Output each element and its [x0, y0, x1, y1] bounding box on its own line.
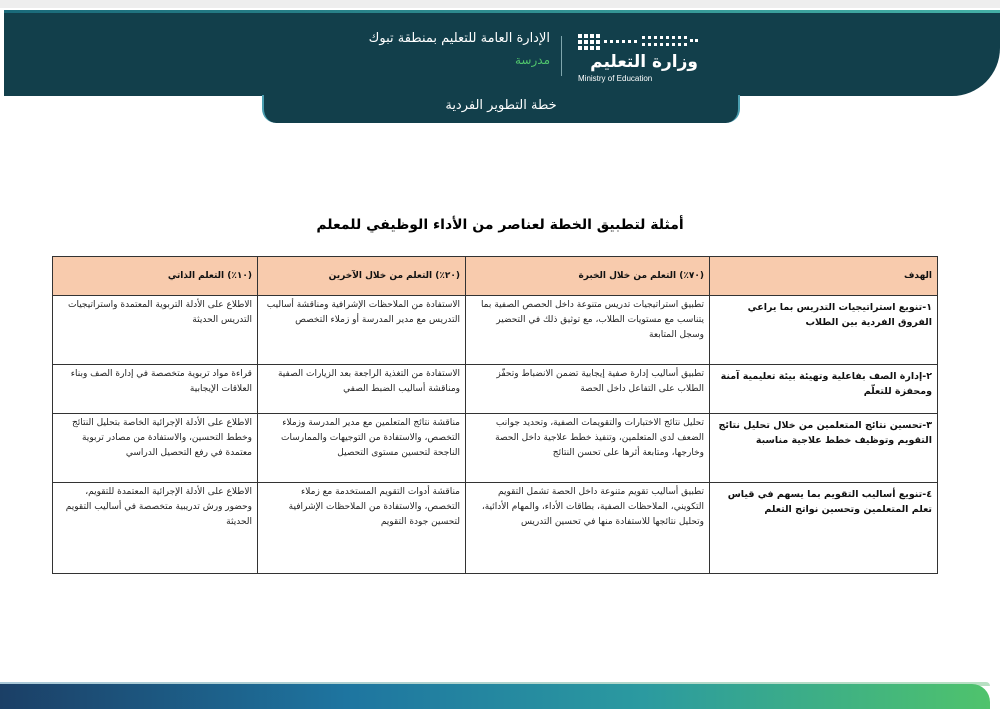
- others-cell: الاستفادة من التغذية الراجعة بعد الزيارات الصفية ومناقشة أساليب الضبط الصفي: [258, 365, 466, 414]
- goal-cell: ٤-تنويع أساليب التقويم بما يسهم في قياس تعلم المتعلمين وتحسين نواتج التعلم: [710, 483, 938, 574]
- plan-title-tab: [262, 95, 740, 123]
- experience-cell: تحليل نتائج الاختبارات والتقويمات الصفية، وتحديد جوانب الضعف لدى المتعلمين، وتنفيذ خطط علاجية داخل الحصة وخارجها، ومتابعة أثرها على تحسن النتائج: [466, 414, 710, 483]
- table-row: [53, 414, 938, 483]
- goal-cell: ٣-تحسين نتائج المتعلمين من خلال تحليل نتائج التقويم وتوظيف خطط علاجية مناسبة: [710, 414, 938, 483]
- header-divider: [561, 36, 562, 76]
- header-experience: (٧٠٪) التعلم من خلال الخبرة: [466, 257, 710, 296]
- logo-english-text: Ministry of Education: [578, 74, 653, 83]
- header-others: (٢٠٪) التعلم من خلال الآخرين: [258, 257, 466, 296]
- experience-cell: تطبيق أساليب إدارة صفية إيجابية تضمن الانضباط وتحفّز الطلاب على التفاعل داخل الحصة: [466, 365, 710, 414]
- plan-table: [52, 256, 938, 574]
- self-cell: الاطلاع على الأدلة الإجرائية المعتمدة للتقويم، وحضور ورش تدريبية متخصصة في أساليب التقويم الحديثة: [53, 483, 258, 574]
- experience-cell: تطبيق أساليب تقويم متنوعة داخل الحصة تشمل التقويم التكويني، الملاحظات الصفية، بطاقات الأداء، والمهام الأدائية، وتحليل نتائجها للاستفادة منها في تحسين التدريس: [466, 483, 710, 574]
- ministry-logo: [574, 30, 704, 86]
- footer-wave: [0, 684, 990, 709]
- self-cell: قراءة مواد تربوية متخصصة في إدارة الصف وبناء العلاقات الإيجابية: [53, 365, 258, 414]
- plan-title: خطة التطوير الفردية: [445, 98, 557, 113]
- others-cell: مناقشة نتائج المتعلمين مع مدير المدرسة وزملاء التخصص، والاستفادة من التوجيهات والممارسات الناجحة لتحسين مستوى التحصيل: [258, 414, 466, 483]
- school-label: مدرسة: [514, 53, 550, 67]
- others-cell: الاستفادة من الملاحظات الإشرافية ومناقشة أساليب التدريس مع مدير المدرسة أو زملاء التخصص: [258, 296, 466, 365]
- table-header-row: [53, 257, 938, 296]
- header-accent-line: [4, 10, 1000, 13]
- document-title: أمثلة لتطبيق الخطة لعناصر من الأداء الوظيفي للمعلم: [316, 217, 684, 233]
- table-row: [53, 483, 938, 574]
- self-cell: الاطلاع على الأدلة الإجرائية الخاصة بتحليل النتائج وخطط التحسين، والاستفادة من مصادر تربوية معتمدة في رفع التحصيل الدراسي: [53, 414, 258, 483]
- top-strip: [0, 0, 1000, 8]
- table-row: [53, 296, 938, 365]
- self-cell: الاطلاع على الأدلة التربوية المعتمدة واستراتيجيات التدريس الحديثة: [53, 296, 258, 365]
- goal-cell: ١-تنويع استراتيجيات التدريس بما يراعي الفروق الفردية بين الطلاب: [710, 296, 938, 365]
- table-row: [53, 365, 938, 414]
- logo-arabic-text: وزارة التعليم: [590, 52, 698, 72]
- goal-cell: ٢-إدارة الصف بفاعلية وتهيئة بيئة تعليمية آمنة ومحفزة للتعلّم: [710, 365, 938, 414]
- org-title: الإدارة العامة للتعليم بمنطقة تبوك: [368, 31, 550, 46]
- header-goal: الهدف: [710, 257, 938, 296]
- others-cell: مناقشة أدوات التقويم المستخدمة مع زملاء التخصص، والاستفادة من الملاحظات الإشرافية لتحسين جودة التقويم: [258, 483, 466, 574]
- header-self: (١٠٪) التعلم الذاتي: [53, 257, 258, 296]
- experience-cell: تطبيق استراتيجيات تدريس متنوعة داخل الحصص الصفية بما يتناسب مع مستويات الطلاب، مع توثيق ذلك في التحضير وسجل المتابعة: [466, 296, 710, 365]
